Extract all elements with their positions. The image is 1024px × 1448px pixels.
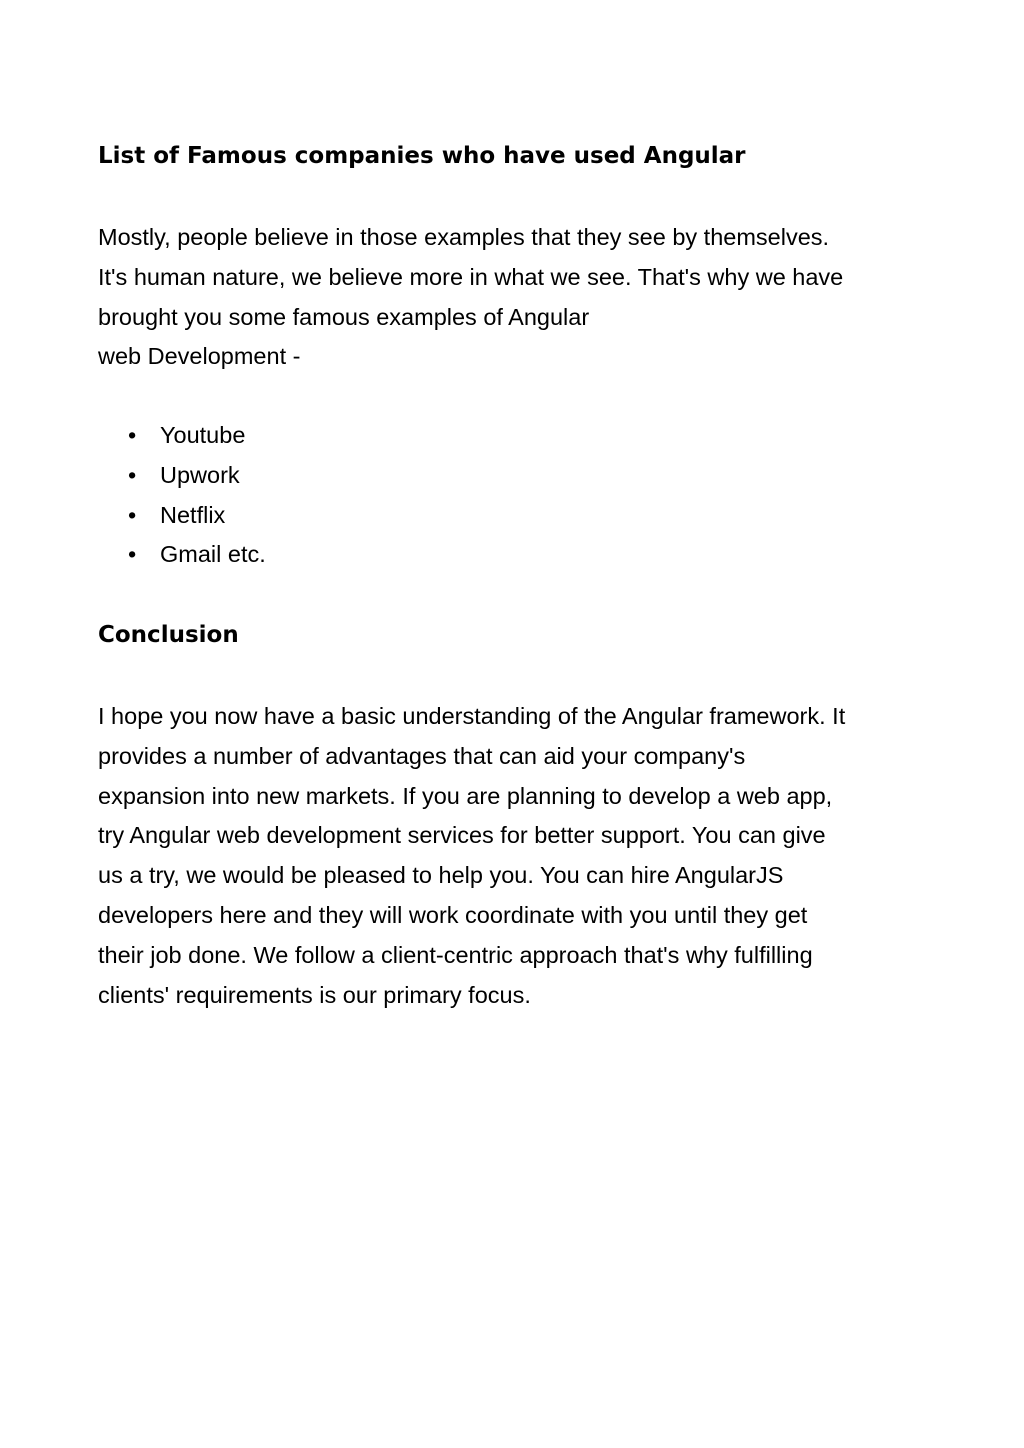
- list-item: [98, 456, 266, 496]
- bullet-icon: •: [128, 461, 137, 488]
- paragraph-line: expansion into new markets. If you are planning to develop a web app,: [98, 782, 833, 809]
- bullet-icon: •: [128, 501, 137, 528]
- intro-paragraph: [98, 218, 938, 377]
- paragraph-line: us a try, we would be pleased to help you. You can hire AngularJS: [98, 862, 784, 889]
- list-item-label: Youtube: [160, 422, 246, 448]
- paragraph-line: I hope you now have a basic understanding of the Angular framework. It: [98, 703, 846, 729]
- bullet-icon: •: [128, 541, 137, 568]
- list-item-label: Upwork: [160, 461, 240, 488]
- paragraph-line: try Angular web development services for better support. You can give: [98, 822, 826, 849]
- list-item: [98, 535, 266, 575]
- list-item: [98, 416, 266, 456]
- paragraph-line: web Development -: [98, 343, 301, 370]
- list-item-label: Gmail etc.: [160, 541, 266, 568]
- list-item-label: Netflix: [160, 501, 226, 528]
- paragraph-line: developers here and they will work coordinate with you until they get: [98, 901, 808, 928]
- paragraph-line: Mostly, people believe in those examples that they see by themselves.: [98, 224, 830, 250]
- paragraph-line: brought you some famous examples of Angular: [98, 303, 590, 330]
- section-heading-conclusion: Conclusion: [98, 622, 239, 648]
- paragraph-line: provides a number of advantages that can aid your company's: [98, 742, 746, 769]
- paragraph-line: their job done. We follow a client-centric approach that's why fulfilling: [98, 941, 813, 968]
- companies-list: [98, 416, 266, 575]
- list-item: [98, 496, 266, 536]
- bullet-icon: •: [128, 422, 137, 448]
- paragraph-line: It's human nature, we believe more in what we see. That's why we have: [98, 263, 844, 290]
- section-heading-famous-companies: List of Famous companies who have used Angular: [98, 143, 746, 169]
- conclusion-paragraph: [98, 697, 938, 1015]
- paragraph-line: clients' requirements is our primary focus.: [98, 981, 531, 1008]
